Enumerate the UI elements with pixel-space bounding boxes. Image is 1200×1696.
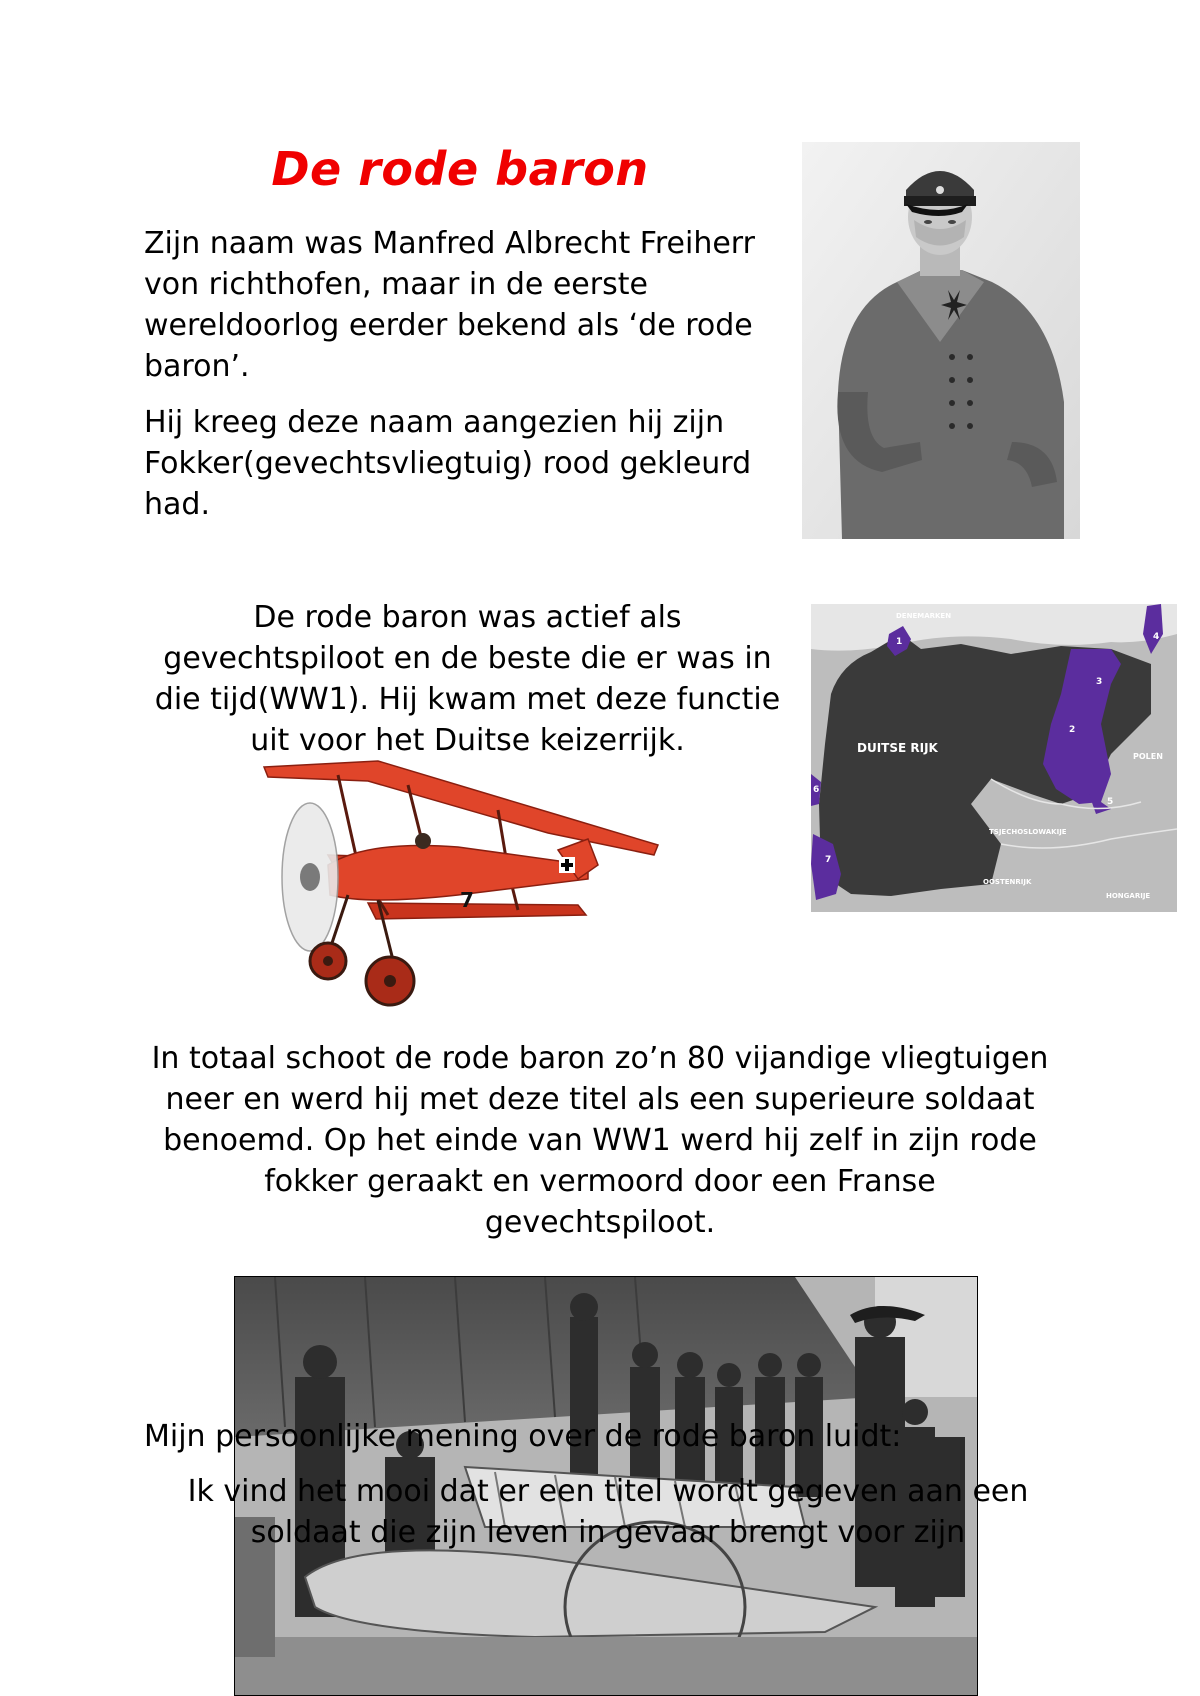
map-image: [811, 604, 1177, 912]
pilot-activity-paragraph: De rode baron was actief als gevechtspiloot en de beste die er was in die tijd(WW1). Hij kwam met deze functie uit voor het Duitse keizerrijk.: [154, 600, 781, 758]
map-label-oostenrijk: OOSTENRIJK: [983, 878, 1032, 886]
map-region-5: 5: [1107, 797, 1114, 807]
fokker-triplane-image: [258, 755, 694, 1020]
intro-paragraph: Zijn naam was Manfred Albrecht Freiherr von richthofen, maar in de eerste wereldoorlog eerder bekend als ‘de rode baron’.: [144, 226, 755, 384]
map-region-2: 2: [1069, 725, 1076, 735]
map-region-3: 3: [1096, 677, 1103, 687]
map-region-4: 4: [1153, 632, 1160, 642]
map-region-1: 1: [896, 637, 903, 647]
map-label-hongarije: HONGARIJE: [1106, 892, 1151, 900]
map-label-tsjecho: TSJECHOSLOWAKIJE: [989, 828, 1067, 836]
opinion-paragraph: Ik vind het mooi dat er een titel wordt gegeven aan een soldaat die zijn leven in gevaar brengt voor zijn: [187, 1474, 1029, 1550]
page-title: De rode baron: [271, 142, 649, 196]
victories-paragraph: In totaal schoot de rode baron zo’n 80 vijandige vliegtuigen neer en werd hij met deze titel als een superieure soldaat benoemd. Op het einde van WW1 werd hij zelf in zijn rode fokker geraakt en vermoord door een Franse gevechtspiloot.: [151, 1041, 1049, 1240]
portrait-image: [802, 142, 1080, 539]
name-origin-paragraph: Hij kreeg deze naam aangezien hij zijn Fokker(gevechtsvliegtuig) rood gekleurd had.: [144, 405, 752, 522]
plane-marking: 7: [460, 888, 474, 912]
map-label-polen: POLEN: [1133, 752, 1163, 761]
map-region-7: 7: [825, 855, 832, 865]
map-region-6: 6: [813, 785, 820, 795]
map-label-denemarken: DENEMARKEN: [896, 612, 952, 620]
map-label-duitse-rijk: DUITSE RIJK: [857, 741, 938, 755]
opinion-heading: Mijn persoonlijke mening over de rode baron luidt:: [144, 1419, 902, 1454]
